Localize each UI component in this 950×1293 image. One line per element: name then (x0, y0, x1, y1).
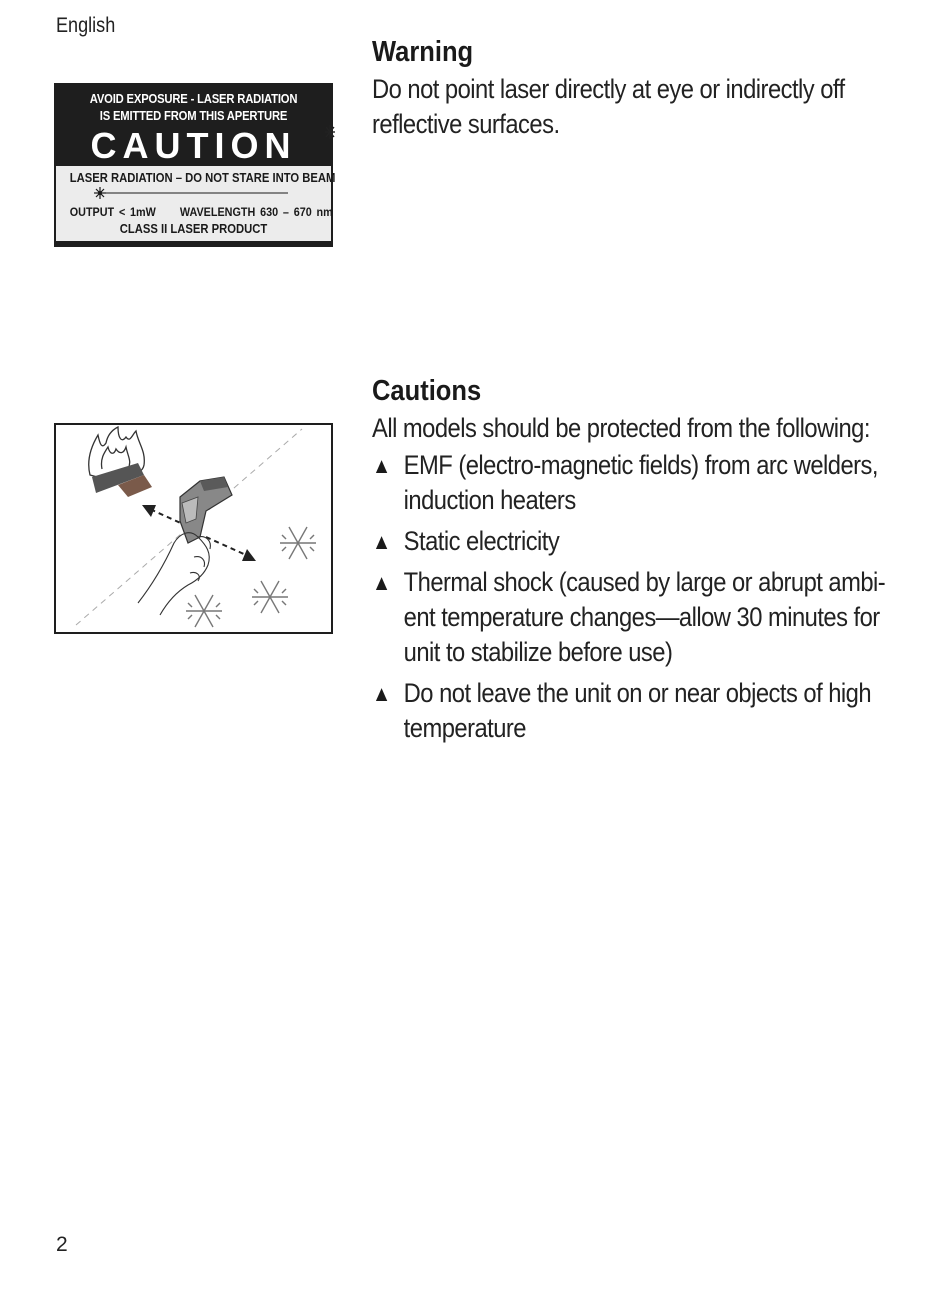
warning-text: Do not point laser directly at eye or indirectly off reflective surfaces. (372, 74, 845, 139)
caution-label-output: OUTPUT < 1mW (69, 205, 156, 219)
list-item-line: induction heaters (403, 485, 576, 515)
triangle-bullet-icon: ▲ (372, 681, 392, 706)
list-item-line: EMF (electro-magnetic fields) from arc welders, (403, 450, 878, 480)
caution-label-line3: LASER RADIATION – DO NOT STARE INTO BEAM (69, 171, 336, 185)
triangle-bullet-icon: ▲ (372, 529, 392, 554)
triangle-bullet-icon: ▲ (372, 570, 392, 595)
aperture-star-icon (324, 124, 336, 143)
caution-label-class: CLASS II LASER PRODUCT (119, 222, 268, 236)
caution-label-specs (69, 204, 333, 221)
laser-caution-label (54, 83, 336, 247)
caution-label-title: CAUTION (90, 125, 297, 166)
list-item-line: Do not leave the unit on or near objects of high (403, 678, 872, 708)
cautions-intro: All models should be protected from the following: (372, 413, 870, 443)
caution-label-bottom (56, 166, 336, 241)
cautions-heading: Cautions (372, 375, 482, 407)
list-item-line: unit to stabilize before use) (403, 637, 673, 667)
laser-beam-icon (56, 186, 331, 200)
list-item-line: ent temperature changes—allow 30 minutes for (403, 602, 880, 632)
page-language-label: English (56, 14, 116, 37)
list-item (372, 448, 900, 518)
triangle-bullet-icon: ▲ (372, 453, 392, 478)
temperature-hazard-illustration (54, 423, 333, 634)
cautions-list (372, 448, 900, 746)
list-item-line: temperature (403, 713, 526, 743)
warning-heading: Warning (372, 36, 474, 68)
cautions-section (372, 375, 902, 746)
caution-label-wavelength: WAVELENGTH 630 – 670 nm (179, 205, 333, 219)
list-item-line: Static electricity (403, 526, 560, 556)
list-item (372, 676, 900, 746)
snowflake-icon (186, 527, 316, 627)
list-item (372, 524, 900, 559)
caution-label-line1: AVOID EXPOSURE - LASER RADIATION (89, 92, 298, 106)
list-item-line: Thermal shock (caused by large or abrupt ambi- (403, 567, 886, 597)
caution-label-top (54, 83, 333, 166)
list-item (372, 565, 900, 670)
caution-label-line2: IS EMITTED FROM THIS APERTURE (99, 109, 288, 123)
warning-section (372, 36, 902, 142)
page-number: 2 (56, 1233, 68, 1256)
